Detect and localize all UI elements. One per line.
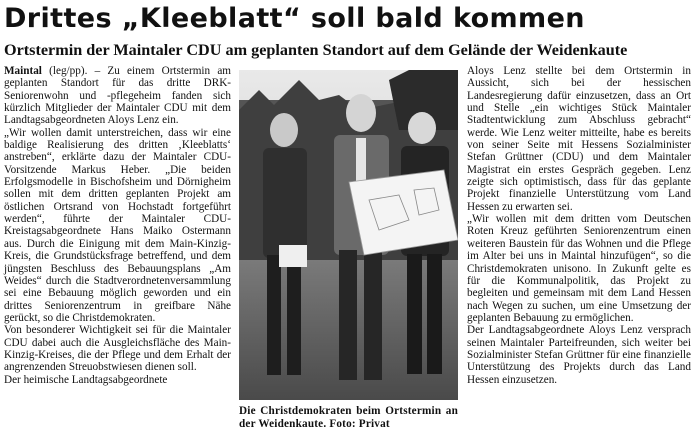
photo-three-men-with-plan [239,70,458,400]
paragraph-text: (leg/pp). – Zu einem Ortstermin am geplanten Standort für das dritte DRK-Seniorenwohn und -pflegeheim fanden sich kürzlich Mitglieder der Maintaler CDU mit dem Landtagsabgeordneten Aloys Lenz ein. [4,65,231,127]
paragraph: Aloys Lenz stellte bei dem Ortstermin in Aussicht, sich bei der hessischen Landesregierung dafür einzusetzen, dass an Ort und Stelle „ein wichtiges Stück Maintaler Stadtentwicklung zum Abschluss gebracht“ werde. Wie Lenz weiter mitteilte, habe es bereits von seiner Seite mit Hessens Sozialminister Stefan Grüttner (CDU) und dem Maintaler Magistrat ein erstes Gespräch gegeben. Lenz zeigte sich optimistisch, dass für das geplante Projekt finanzielle Unterstützung vom Land Hessen zu erwarten sei. [467,65,691,213]
paragraph: Von besonderer Wichtigkeit sei für die Maintaler CDU dabei auch die Ausgleichsfläche des Main-Kinzig-Kreises, die der Pflege und dem Erhalt der angrenzenden Streuobstwiesen dienen soll. [4,324,231,374]
photo-caption: Die Christdemokraten beim Ortstermin an der Weidenkaute. Foto: Privat [239,405,458,430]
paragraph: Der Landtagsabgeordnete Aloys Lenz versprach seinen Maintaler Parteifreunden, sich weiter bei Sozialminister Stefan Grüttner für eine finanzielle Unterstützung des Projekts durch das Land Hessen einzusetzen. [467,324,691,386]
text-column-left [4,65,231,386]
article-photo [239,70,458,400]
paragraph: „Wir wollen damit unterstreichen, dass wir eine baldige Realisierung des dritten ‚Kleeblatts‘ anstreben“, erklärte dazu der Maintaler CDU-Vorsitzende Markus Heber. „Die beiden Erfolgsmodelle in Bischofsheim und Dörnigheim sollen mit dem dritten geplanten Projekt am östlichen Ortsrand von Hochstadt fortgeführt werden“, führte der Maintaler CDU-Kreistagsabgeordnete Hans Maiko Ostermann aus. Durch die Einigung mit dem Main-Kinzig-Kreis, die Grundstücksfrage betreffend, und dem jüngsten Beschluss des Bebauungsplans „Am Weides“ durch die Stadtverordnetenversammlung sei eine Bebauung möglich geworden und ein drittes Seniorenzentrum in greifbare Nähe gerückt, so die Christdemokraten. [4,126,231,324]
dateline: Maintal [4,65,42,77]
paragraph: „Wir wollen mit dem dritten vom Deutschen Roten Kreuz geführten Seniorenzentrum einen weiteren Baustein für das Wohnen und die Pflege im Alter bei uns in Maintal hinzufügen“, so die Christdemokraten unisono. In Zukunft gelte es für die Kommunalpolitik, das Projekt zu begleiten und gemeinsam mit dem Land Hessen nach Wegen zu suchen, um eine Umsetzung der geplanten Bebauung zu ermöglichen. [467,213,691,324]
article-subheadline: Ortstermin der Maintaler CDU am geplanten Standort auf dem Gelände der Weidenkaute [4,41,628,59]
paragraph: Der heimische Landtagsabgeordnete [4,373,168,386]
text-column-right [467,65,691,386]
paragraph [4,65,231,127]
article-headline: Drittes „Kleeblatt“ soll bald kommen [4,3,585,34]
